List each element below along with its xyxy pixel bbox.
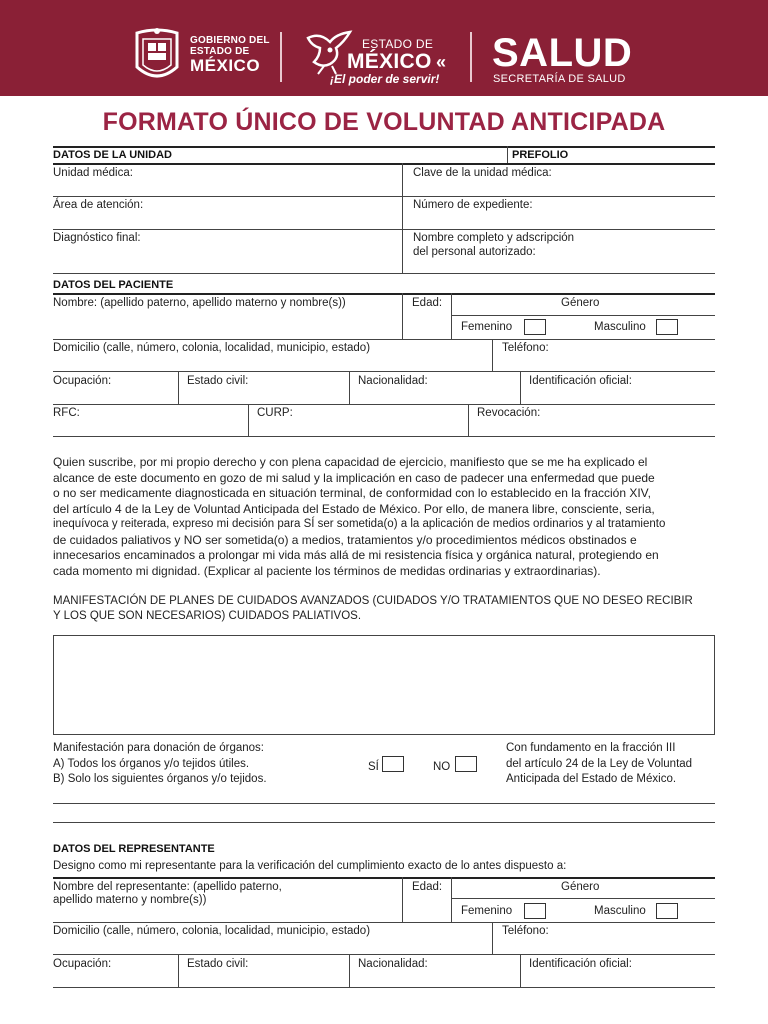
donacion-heading: Manifestación para donación de órganos: — [53, 742, 264, 754]
gob-line2: ESTADO DE — [190, 45, 250, 57]
nombre-representante-l2: apellido materno y nombre(s)) — [53, 894, 207, 906]
unidad-medica-field[interactable]: Unidad médica: — [53, 167, 133, 179]
fundamento-line2: del artículo 24 de la Ley de Voluntad — [506, 758, 693, 770]
header-banner — [0, 0, 768, 96]
donacion-opcion-b: B) Solo los siguientes órganos y/o tejidos. — [53, 773, 267, 785]
salud-logo: SALUD — [492, 31, 633, 75]
rule — [349, 954, 350, 987]
declaracion-line: o no ser medicamente diagnosticada en situación terminal, de conformidad con lo establecido en la fracción XIV, — [53, 486, 651, 500]
genero-label: Género — [561, 297, 600, 309]
cuidados-textarea[interactable] — [53, 635, 715, 735]
secretaria-label: SECRETARÍA DE SALUD — [493, 73, 626, 85]
edad-field[interactable]: Edad: — [412, 297, 443, 309]
revocacion-field[interactable]: Revocación: — [477, 407, 541, 419]
rep-nacionalidad-field[interactable]: Nacionalidad: — [358, 958, 428, 970]
rule — [178, 954, 179, 987]
rule — [53, 404, 715, 405]
nombre-representante-field[interactable]: Nombre del representante: (apellido paterno, — [53, 881, 282, 893]
gob-line1: GOBIERNO DEL — [190, 35, 270, 46]
masculino-checkbox[interactable] — [656, 319, 678, 335]
rule — [53, 273, 715, 274]
representante-heading: DATOS DEL REPRESENTANTE — [53, 843, 215, 855]
prefolio-label: PREFOLIO — [512, 149, 569, 161]
fundamento-line1: Con fundamento en la fracción III — [506, 742, 676, 754]
telefono-field[interactable]: Teléfono: — [502, 342, 549, 354]
rep-femenino-label: Femenino — [461, 905, 513, 917]
expediente-field[interactable]: Número de expediente: — [413, 199, 533, 211]
area-atencion-field[interactable]: Área de atención: — [53, 199, 144, 211]
rule — [53, 954, 715, 955]
rep-masculino-checkbox[interactable] — [656, 903, 678, 919]
organos-line[interactable] — [53, 822, 715, 823]
rule — [53, 987, 715, 988]
rep-femenino-checkbox[interactable] — [524, 903, 546, 919]
donacion-opcion-a: A) Todos los órganos y/o tejidos útiles. — [53, 758, 250, 770]
rule — [53, 163, 715, 165]
rule — [53, 436, 715, 437]
designo-text: Designo como mi representante para la verificación del cumplimiento exacto de lo antes dispuesto a: — [53, 860, 567, 872]
declaracion-line: innecesarios encaminados a prolongar mi vida más allá de mi resistencia física y orgánica natural, protegiendo en — [53, 548, 659, 562]
fundamento-line3: Anticipada del Estado de México. — [506, 773, 677, 785]
declaracion-line: alcance de este documento en gozo de mi salud y la implicación en caso de padecer una enfermedad que puede — [53, 470, 655, 485]
estado-de-label: ESTADO DE — [362, 37, 434, 51]
header-divider — [470, 32, 472, 82]
header-divider — [280, 32, 282, 82]
estado-civil-field[interactable]: Estado civil: — [187, 375, 249, 387]
femenino-label: Femenino — [461, 321, 513, 333]
rule — [402, 293, 403, 340]
rep-identificacion-field[interactable]: Identificación oficial: — [529, 958, 632, 970]
rule — [402, 163, 403, 273]
declaracion-line: del artículo 4 de la Ley de Voluntad Anticipada del Estado de México. Por ello, de manera libre, consciente, seria, — [53, 501, 655, 516]
rep-domicilio-field[interactable]: Domicilio (calle, número, colonia, localidad, municipio, estado) — [53, 925, 371, 937]
rfc-field[interactable]: RFC: — [53, 407, 80, 419]
page-title: FORMATO ÚNICO DE VOLUNTAD ANTICIPADA — [102, 108, 666, 136]
rule — [53, 922, 715, 923]
rule — [178, 371, 179, 404]
rule — [53, 293, 715, 295]
slogan: ¡El poder de servir! — [330, 72, 440, 86]
gob-line3: MÉXICO — [190, 56, 261, 75]
si-label: SÍ — [368, 761, 379, 773]
no-checkbox[interactable] — [455, 756, 477, 772]
declaracion-line: inequívoca y reiterada, expreso mi decisión para SÍ ser sometida(o) a la aplicación de medios ordinarios y al tratamiento — [53, 518, 666, 530]
declaracion-line: cada momento mi dignidad. (Explicar al paciente los términos de medidas ordinarias y extraordinarias). — [53, 563, 601, 578]
rule — [451, 315, 715, 316]
rep-ocupacion-field[interactable]: Ocupación: — [53, 958, 112, 970]
rule — [520, 371, 521, 404]
personal-field-l2: del personal autorizado: — [413, 246, 536, 258]
rule — [507, 146, 508, 163]
si-checkbox[interactable] — [382, 756, 404, 772]
rule — [53, 229, 715, 230]
rule — [53, 196, 715, 197]
organos-line[interactable] — [53, 803, 715, 804]
rep-telefono-field[interactable]: Teléfono: — [502, 925, 549, 937]
gobierno-logo-text — [190, 36, 270, 75]
rule — [248, 404, 249, 437]
ocupacion-field[interactable]: Ocupación: — [53, 375, 112, 387]
rep-estado-civil-field[interactable]: Estado civil: — [187, 958, 249, 970]
rep-genero-label: Género — [561, 881, 600, 893]
rule — [451, 293, 452, 340]
paciente-heading: DATOS DEL PACIENTE — [53, 279, 174, 291]
rep-masculino-label: Masculino — [594, 905, 646, 917]
chevrons-icon: « — [436, 52, 447, 72]
manifestacion-line2: Y LOS QUE SON NECESARIOS) CUIDADOS PALIATIVOS. — [53, 610, 362, 622]
femenino-checkbox[interactable] — [524, 319, 546, 335]
identificacion-field[interactable]: Identificación oficial: — [529, 375, 632, 387]
rule — [53, 371, 715, 372]
manifestacion-line1: MANIFESTACIÓN DE PLANES DE CUIDADOS AVANZADOS (CUIDADOS Y/O TRATAMIENTOS QUE NO DESEO RECIBIR — [53, 595, 693, 607]
state-seal-icon — [133, 27, 181, 85]
domicilio-field[interactable]: Domicilio (calle, número, colonia, localidad, municipio, estado) — [53, 342, 371, 354]
nacionalidad-field[interactable]: Nacionalidad: — [358, 375, 428, 387]
rule — [402, 877, 403, 923]
nombre-paciente-field[interactable]: Nombre: (apellido paterno, apellido materno y nombre(s)) — [53, 297, 346, 309]
declaracion-line: de cuidados paliativos y NO ser sometida(o) a medios, tratamientos y/o procedimientos médicos obstinados e — [53, 532, 637, 547]
rule — [451, 898, 715, 899]
clave-unidad-field[interactable]: Clave de la unidad médica: — [413, 167, 552, 179]
no-label: NO — [433, 761, 451, 773]
rule — [53, 877, 715, 879]
diagnostico-field[interactable]: Diagnóstico final: — [53, 232, 141, 244]
rule — [451, 877, 452, 923]
declaracion-line: Quien suscribe, por mi propio derecho y con plena capacidad de ejercicio, manifiesto que se me ha explicado el — [53, 455, 648, 469]
rule — [53, 146, 715, 148]
personal-field-l1[interactable]: Nombre completo y adscripción — [413, 232, 575, 244]
rule — [349, 371, 350, 404]
rule — [468, 404, 469, 437]
rep-edad-field[interactable]: Edad: — [412, 881, 443, 893]
rule — [53, 339, 715, 340]
mexico-label: MÉXICO — [347, 50, 432, 73]
rule — [492, 339, 493, 371]
unidad-heading: DATOS DE LA UNIDAD — [53, 149, 172, 161]
rule — [492, 922, 493, 954]
masculino-label: Masculino — [594, 321, 646, 333]
curp-field[interactable]: CURP: — [257, 407, 293, 419]
rule — [520, 954, 521, 987]
